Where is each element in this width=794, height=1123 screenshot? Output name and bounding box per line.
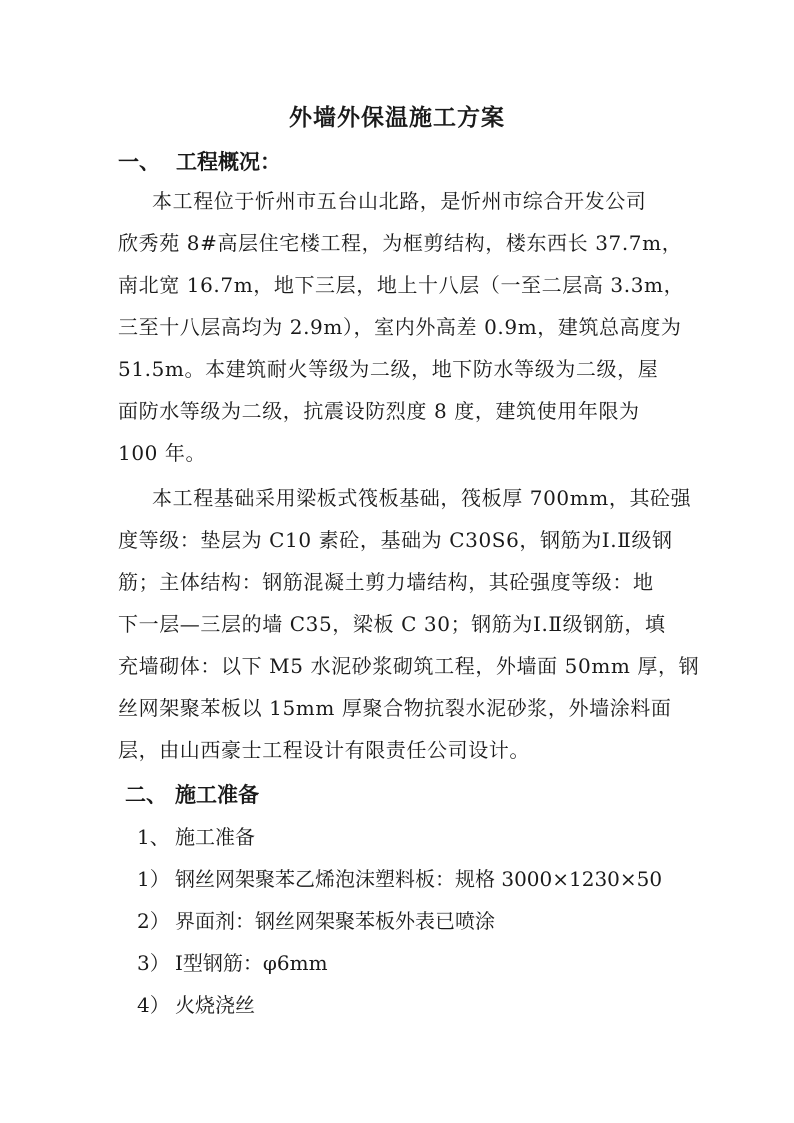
paragraph-2-line: 层，由山西豪士工程设计有限责任公司设计。	[118, 738, 530, 762]
list-item-text: 钢丝网架聚苯乙烯泡沫塑料板：规格 3000×1230×50	[175, 867, 663, 891]
paragraph-1-line: 欣秀苑 8#高层住宅楼工程，为框剪结构，楼东西长 37.7m，	[118, 231, 683, 255]
list-item-number: 3）	[137, 951, 170, 975]
section-1-heading	[118, 145, 281, 179]
list-item-text: Ⅰ型钢筋：φ6mm	[175, 951, 328, 975]
section-2-number: 二、	[125, 782, 167, 807]
paragraph-1-line: 面防水等级为二级，抗震设防烈度 8 度，建筑使用年限为	[118, 399, 640, 423]
paragraph-2-line: 本工程基础采用梁板式筏板基础，筏板厚 700mm，其砼强	[152, 486, 692, 510]
subsection-1-number: 1、	[137, 825, 170, 849]
paragraph-1-line: 51.5m。本建筑耐火等级为二级，地下防水等级为二级，屋	[118, 357, 659, 381]
paragraph-1-line: 本工程位于忻州市五台山北路，是忻州市综合开发公司	[152, 189, 647, 213]
paragraph-2-line: 度等级：垫层为 C10 素砼，基础为 C30S6，钢筋为Ⅰ.Ⅱ级钢	[118, 528, 673, 552]
list-item-text: 界面剂：钢丝网架聚苯板外表已喷涂	[175, 909, 495, 933]
subsection-1-heading	[137, 820, 255, 854]
paragraph-1-line: 南北宽 16.7m，地下三层，地上十八层（一至二层高 3.3m，	[118, 273, 685, 297]
section-2-heading	[125, 778, 259, 812]
paragraph-2-line: 下一层—三层的墙 C35，梁板 C 30；钢筋为Ⅰ.Ⅱ级钢筋，填	[118, 612, 666, 636]
section-1-title: 工程概况：	[176, 149, 281, 174]
list-item-number: 4）	[137, 993, 170, 1017]
section-2-title: 施工准备	[175, 782, 259, 807]
paragraph-2-line: 充墙砌体：以下 M5 水泥砂浆砌筑工程，外墙面 50mm 厚，钢	[118, 654, 700, 678]
paragraph-2-line: 筋；主体结构：钢筋混凝土剪力墙结构，其砼强度等级：地	[118, 570, 654, 594]
list-item	[137, 988, 255, 1022]
paragraph-1-line: 三至十八层高均为 2.9m），室内外高差 0.9m，建筑总高度为	[118, 315, 682, 339]
list-item-number: 2）	[137, 909, 170, 933]
list-item-number: 1）	[137, 867, 170, 891]
list-item	[137, 904, 495, 938]
list-item	[137, 862, 662, 896]
paragraph-2-line: 丝网架聚苯板以 15mm 厚聚合物抗裂水泥砂浆，外墙涂料面	[118, 696, 672, 720]
list-item-text: 火烧浇丝	[175, 993, 255, 1017]
document-title: 外墙外保温施工方案	[289, 104, 505, 131]
section-1-number: 一、	[118, 149, 160, 174]
paragraph-1-line: 100 年。	[118, 441, 207, 465]
subsection-1-title: 施工准备	[175, 825, 255, 849]
list-item	[137, 946, 328, 980]
